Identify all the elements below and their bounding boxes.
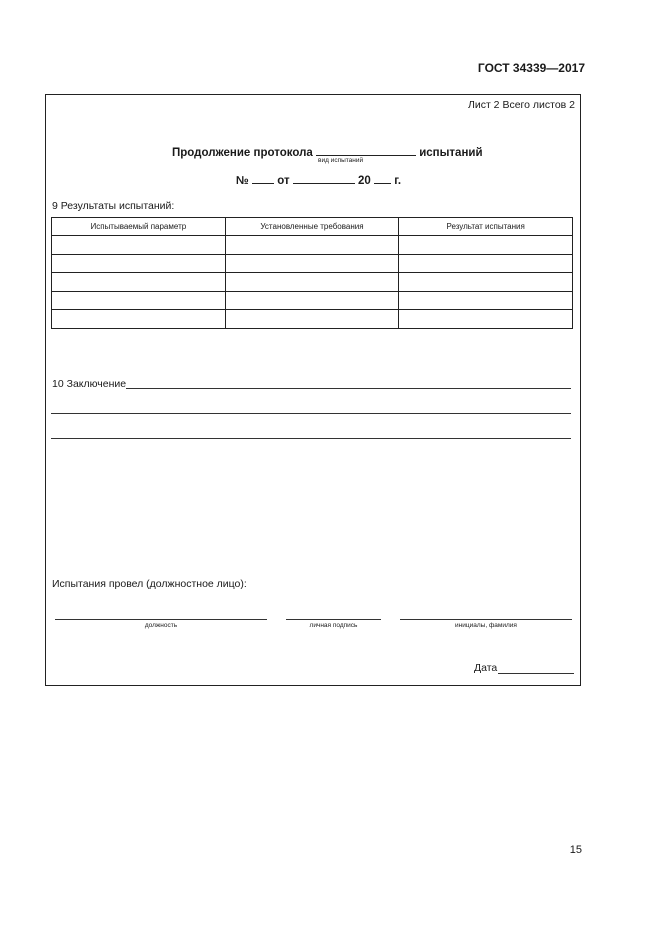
results-header-row <box>52 218 573 236</box>
table-cell[interactable] <box>52 273 226 292</box>
protocol-number-line <box>236 172 401 187</box>
table-cell[interactable] <box>399 273 573 292</box>
conclusion-line-1[interactable] <box>126 388 571 389</box>
table-cell[interactable] <box>399 310 573 329</box>
number-label: № <box>236 175 249 187</box>
col-header-parameter: Испытываемый параметр <box>52 218 226 236</box>
table-cell[interactable] <box>399 236 573 255</box>
signature-caption: личная подпись <box>309 622 358 629</box>
test-type-caption: вид испытаний <box>318 157 364 164</box>
table-cell[interactable] <box>52 236 226 255</box>
table-row <box>52 310 573 329</box>
standard-code: ГОСТ 34339—2017 <box>477 61 585 75</box>
conclusion-label: 10 Заключение <box>52 378 127 390</box>
results-heading: 9 Результаты испытаний: <box>52 200 175 212</box>
table-cell[interactable] <box>52 310 226 329</box>
signature-line[interactable] <box>286 619 381 620</box>
sheet-info: Лист 2 Всего листов 2 <box>467 99 575 111</box>
test-type-blank <box>316 144 416 156</box>
title-prefix: Продолжение протокола <box>172 147 313 159</box>
year-suffix: г. <box>394 175 402 187</box>
table-row <box>52 291 573 310</box>
table-cell[interactable] <box>225 254 399 273</box>
name-line[interactable] <box>400 619 572 620</box>
table-cell[interactable] <box>52 254 226 273</box>
date-blank <box>293 172 355 184</box>
date-label: Дата <box>474 662 498 674</box>
table-row <box>52 236 573 255</box>
page-number: 15 <box>569 844 582 856</box>
table-cell[interactable] <box>225 236 399 255</box>
signatures-heading: Испытания провел (должностное лицо): <box>52 578 247 590</box>
table-row <box>52 254 573 273</box>
name-caption: инициалы, фамилия <box>455 622 517 629</box>
from-label: от <box>277 175 290 187</box>
table-cell[interactable] <box>225 273 399 292</box>
position-line[interactable] <box>55 619 267 620</box>
position-caption: должность <box>144 622 178 629</box>
table-cell[interactable] <box>225 310 399 329</box>
year-label: 20 <box>358 175 371 187</box>
table-cell[interactable] <box>399 254 573 273</box>
conclusion-line-2[interactable] <box>51 413 571 414</box>
results-table <box>51 217 573 329</box>
title-suffix: испытаний <box>419 147 483 159</box>
number-blank <box>252 172 274 184</box>
table-cell[interactable] <box>225 291 399 310</box>
col-header-requirements: Установленные требования <box>225 218 399 236</box>
year-blank <box>374 172 391 184</box>
table-cell[interactable] <box>399 291 573 310</box>
col-header-result: Результат испытания <box>399 218 573 236</box>
table-row <box>52 273 573 292</box>
date-line[interactable] <box>498 673 574 674</box>
conclusion-line-3[interactable] <box>51 438 571 439</box>
table-cell[interactable] <box>52 291 226 310</box>
